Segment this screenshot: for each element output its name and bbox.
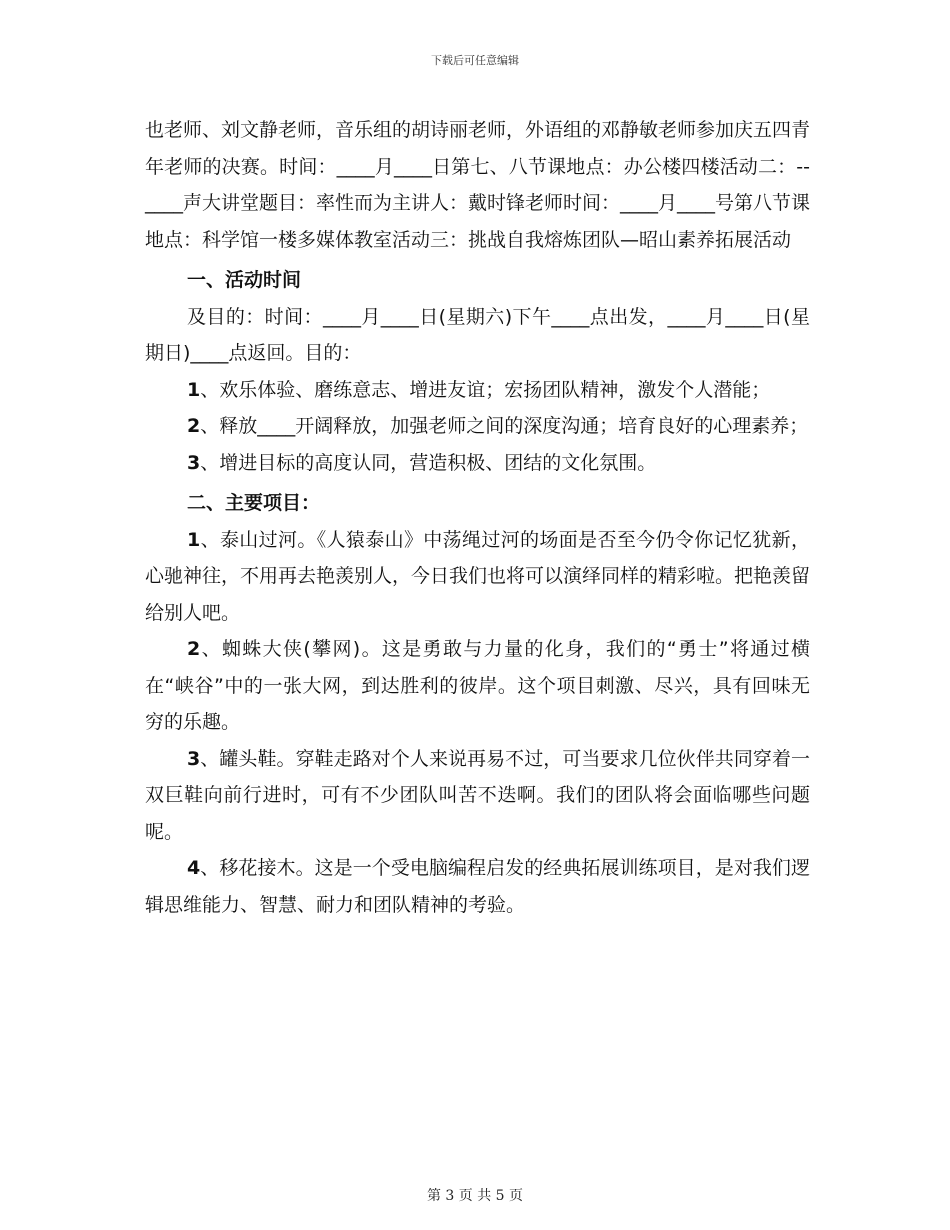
list-item bbox=[145, 522, 810, 632]
list-number: 1 bbox=[187, 378, 201, 401]
list-text: 、增进目标的高度认同，营造积极、团结的文化氛围。 bbox=[200, 451, 657, 474]
list-number: 1 bbox=[187, 528, 201, 551]
list-item bbox=[145, 631, 810, 741]
list-item bbox=[145, 408, 810, 445]
list-item bbox=[145, 741, 810, 851]
list-number: 2 bbox=[187, 415, 201, 437]
document-body bbox=[145, 112, 810, 923]
list-number: 3 bbox=[187, 747, 201, 770]
section-heading: 二、主要项目： bbox=[187, 492, 321, 514]
page-footer: 第 3 页 共 5 页 bbox=[426, 1188, 524, 1204]
list-number: 3 bbox=[187, 451, 201, 474]
paragraph: 及目的：时间：____月____日(星期六)下午____点出发，____月____日(星期日)____点返回。目的： bbox=[145, 305, 810, 364]
list-text: 、泰山过河。《人猿泰山》中荡绳过河的场面是否至今仍令你记忆犹新，心驰神往，不用再去艳羡别人，今日我们也将可以演绎同样的精彩啦。把艳羡留给别人吧。 bbox=[145, 528, 811, 624]
list-item bbox=[145, 445, 810, 482]
list-number: 2 bbox=[187, 638, 201, 660]
list-item bbox=[145, 850, 810, 923]
list-text: 、移花接木。这是一个受电脑编程启发的经典拓展训练项目，是对我们逻辑思维能力、智慧、耐力和团队精神的考验。 bbox=[145, 857, 810, 916]
list-text: 、蜘蛛大侠(攀网)。这是勇敢与力量的化身，我们的“勇士”将通过横在“峡谷”中的一张大网，到达胜利的彼岸。这个项目刺激、尽兴，具有回味无穷的乐趣。 bbox=[145, 638, 810, 733]
list-number: 4 bbox=[187, 857, 201, 879]
list-item bbox=[145, 372, 810, 409]
list-text: 、欢乐体验、磨练意志、增进友谊；宏扬团队精神，激发个人潜能； bbox=[200, 378, 771, 401]
list-text: 、释放____开阔释放，加强老师之间的深度沟通；培育良好的心理素养； bbox=[200, 415, 809, 437]
paragraph: 也老师、刘文静老师，音乐组的胡诗丽老师，外语组的邓静敏老师参加庆五四青年老师的决赛。时间：____月____日第七、八节课地点：办公楼四楼活动二：--____声大讲堂题目：率性而为主讲人：戴时锋老师时间：____月____号第八节课地点：科学馆一楼多媒体教室活动三：挑战自我熔炼团队—昭山素养拓展活动 bbox=[145, 119, 811, 251]
section-heading: 一、活动时间 bbox=[187, 269, 302, 291]
list-text: 、罐头鞋。穿鞋走路对个人来说再易不过，可当要求几位伙伴共同穿着一双巨鞋向前行进时，可有不少团队叫苦不迭啊。我们的团队将会面临哪些问题呢。 bbox=[145, 747, 810, 843]
page-header: 下载后可任意编辑 bbox=[431, 54, 519, 67]
